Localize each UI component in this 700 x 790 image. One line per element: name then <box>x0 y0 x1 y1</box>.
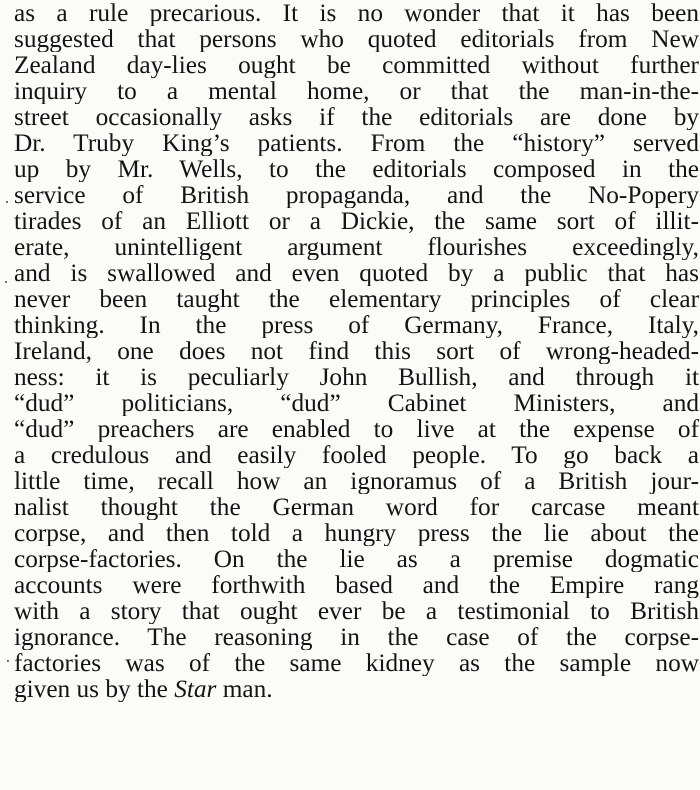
text-line: inquiry to a mental home, or that the man-in-the- <box>14 78 699 104</box>
text-line: factories was of the same kidney as the sample now <box>14 650 699 676</box>
text-line: with a story that ought ever be a testimonial to British <box>14 598 699 624</box>
text-line: accounts were forthwith based and the Empire rang <box>14 572 699 598</box>
text-line: thinking. In the press of Germany, France, Italy, <box>14 312 699 338</box>
text-line: corpse-factories. On the lie as a premise dogmatic <box>14 546 699 572</box>
text-line-last <box>14 676 699 702</box>
body-text <box>14 0 699 702</box>
text-line: ness: it is peculiarly John Bullish, and through it <box>14 364 699 390</box>
text-line: “dud” preachers are enabled to live at the expense of <box>14 416 699 442</box>
text-line: and is swallowed and even quoted by a public that has <box>14 260 699 286</box>
text-line: tirades of an Elliott or a Dickie, the same sort of illit- <box>14 208 699 234</box>
text-line: “dud” politicians, “dud” Cabinet Ministers, and <box>14 390 699 416</box>
text-line: never been taught the elementary principles of clear <box>14 286 699 312</box>
text-line: corpse, and then told a hungry press the lie about the <box>14 520 699 546</box>
scan-speck <box>5 281 7 283</box>
text-line: a credulous and easily fooled people. To go back a <box>14 442 699 468</box>
text-line: service of British propaganda, and the No-Popery <box>14 182 699 208</box>
text-line: up by Mr. Wells, to the editorials composed in the <box>14 156 699 182</box>
italic-newspaper-name: Star <box>174 676 217 702</box>
text-line: little time, recall how an ignoramus of a British jour- <box>14 468 699 494</box>
text-line: Ireland, one does not find this sort of wrong-headed- <box>14 338 699 364</box>
scan-speck <box>7 660 9 662</box>
scan-speck <box>6 201 8 203</box>
text-line: as a rule precarious. It is no wonder that it has been <box>14 0 699 26</box>
text-line: ignorance. The reasoning in the case of the corpse- <box>14 624 699 650</box>
text-segment: given us by the <box>14 676 175 702</box>
text-line: erate, unintelligent argument flourishes exceedingly, <box>14 234 699 260</box>
text-line: nalist thought the German word for carcase meant <box>14 494 699 520</box>
text-segment: man. <box>216 676 273 702</box>
text-line: Dr. Truby King’s patients. From the “history” served <box>14 130 699 156</box>
text-line: Zealand day-lies ought be committed without further <box>14 52 699 78</box>
text-line: suggested that persons who quoted editorials from New <box>14 26 699 52</box>
text-line: street occasionally asks if the editorials are done by <box>14 104 699 130</box>
